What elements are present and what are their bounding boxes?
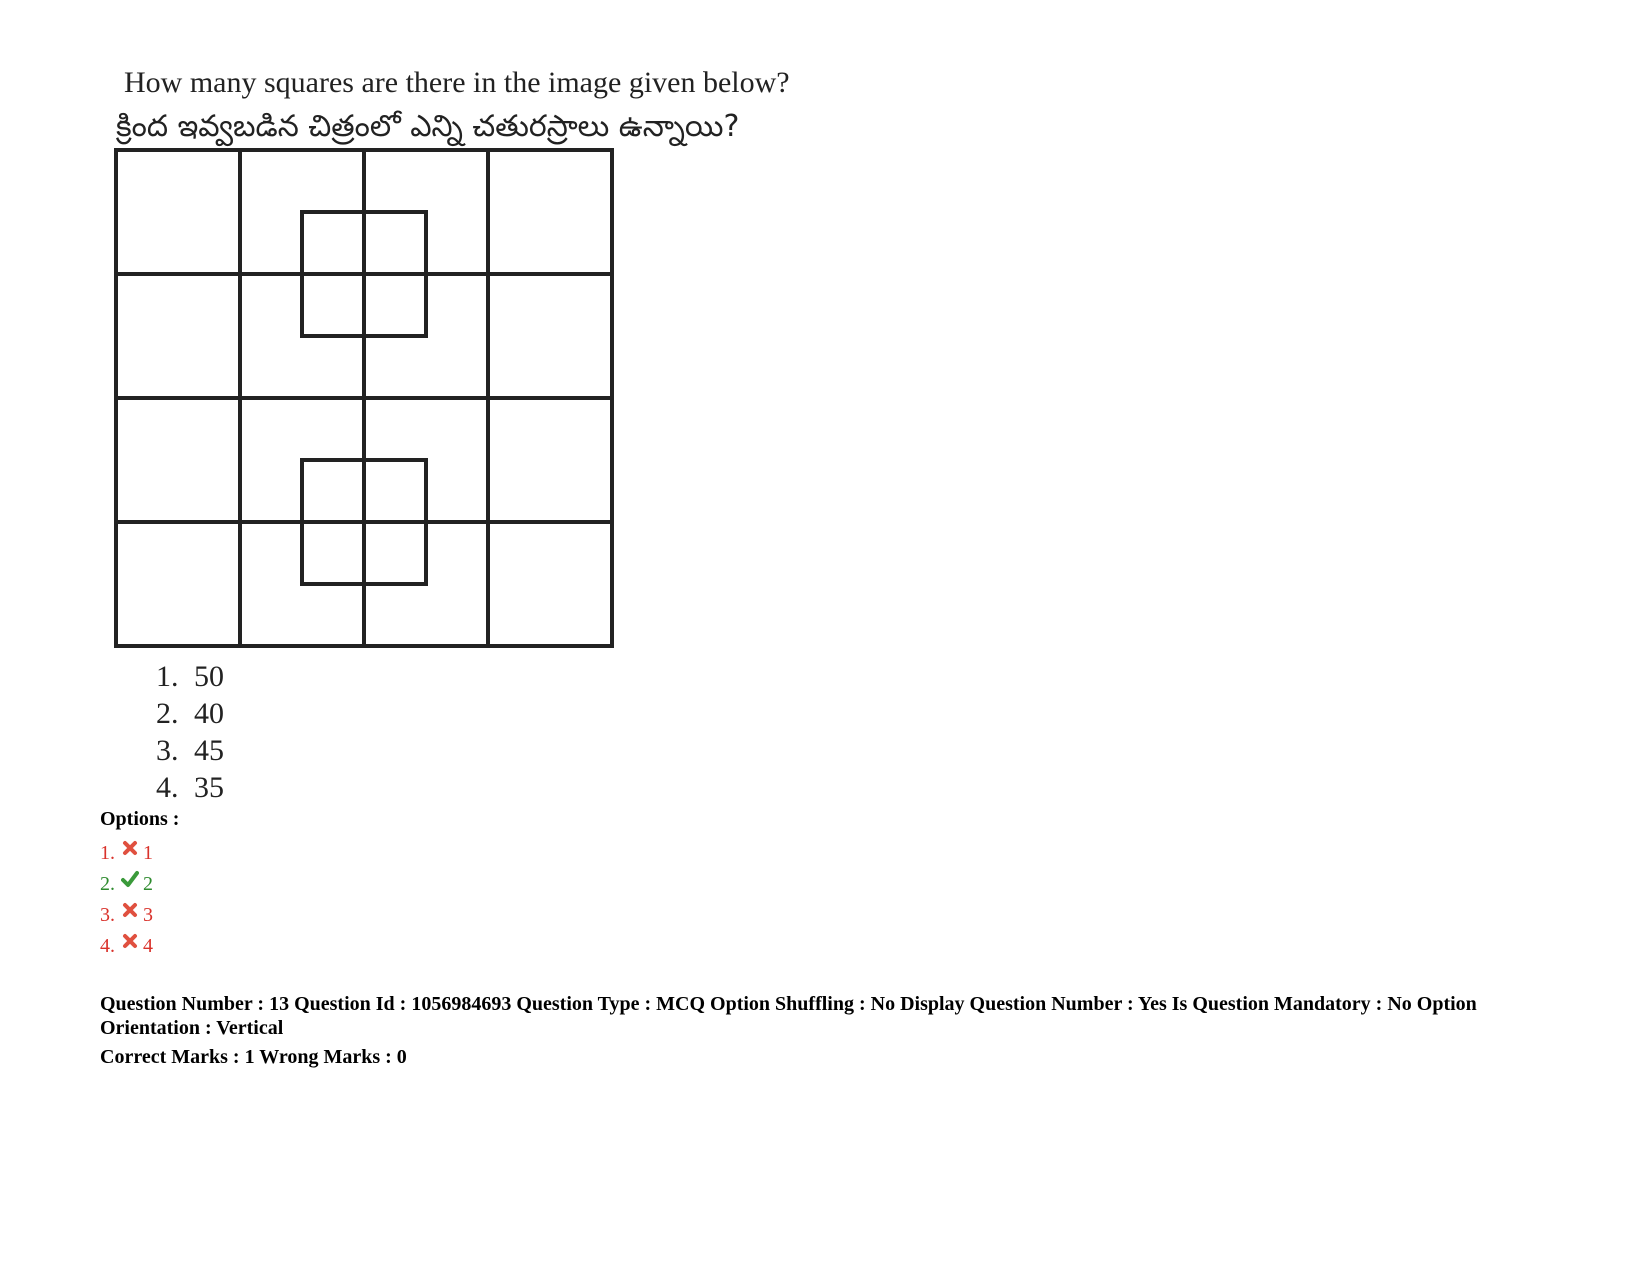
question-text-english: How many squares are there in the image given below? (124, 66, 790, 99)
figure-option-list (156, 658, 224, 806)
check-icon (121, 870, 139, 888)
options-heading: Options : (100, 808, 180, 830)
squares-figure (114, 148, 626, 660)
figure-option: 1. 50 (156, 660, 224, 693)
question-text-telugu: క్రింద ఇవ్వబడిన చిత్రంలో ఎన్ని చతురస్రాలు ఉన్నాయి? (116, 109, 740, 144)
answer-option-list (100, 838, 153, 962)
answer-option: 2. 2 (100, 869, 153, 900)
cross-icon (121, 932, 139, 950)
figure-option: 2. 40 (156, 697, 224, 730)
answer-option: 1. 1 (100, 838, 153, 869)
question-metadata: Question Number : 13 Question Id : 1056984693 Question Type : MCQ Option Shuffling : No Display Question Number : Yes Is Question Mandatory : No Option Orientation : Vertical (100, 993, 1477, 1039)
marks-info: Correct Marks : 1 Wrong Marks : 0 (100, 1046, 407, 1068)
cross-icon (121, 839, 139, 857)
answer-option: 3. 3 (100, 900, 153, 931)
figure-option: 4. 35 (156, 771, 224, 804)
answer-option: 4. 4 (100, 931, 153, 962)
figure-option: 3. 45 (156, 734, 224, 767)
cross-icon (121, 901, 139, 919)
